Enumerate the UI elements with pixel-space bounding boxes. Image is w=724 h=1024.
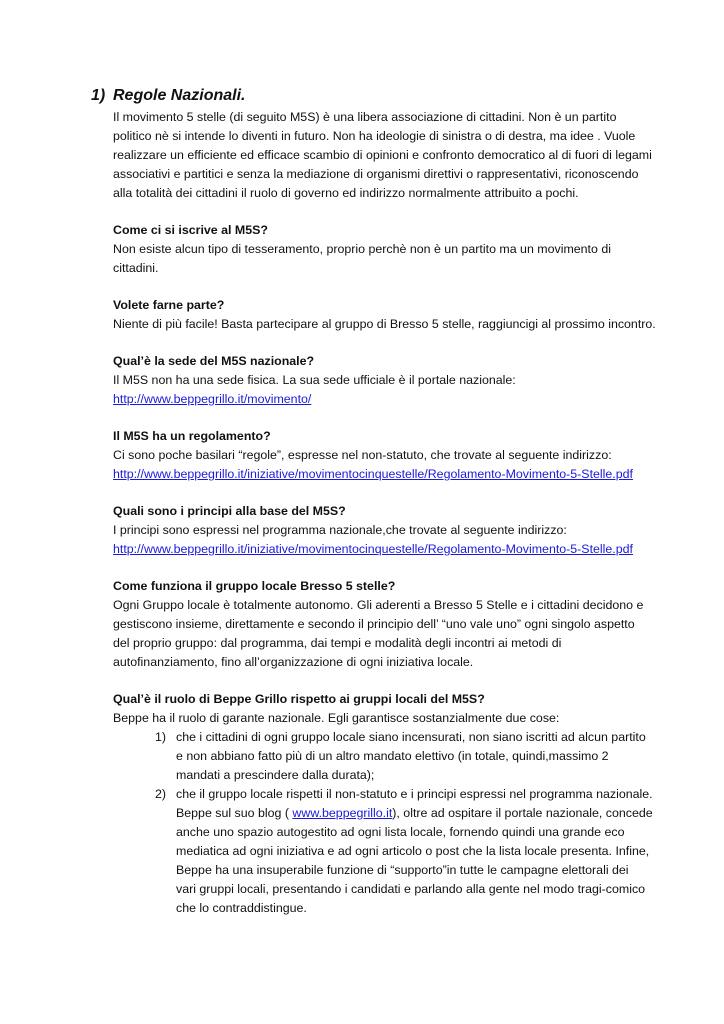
faq-partecipazione bbox=[113, 296, 673, 334]
faq-answer-line: Beppe ha il ruolo di garante nazionale. Egli garantisce sostanzialmente due cose: bbox=[113, 711, 560, 725]
faq-answer-line: autofinanziamento, fino all’organizzazione di ogni iniziativa locale. bbox=[113, 655, 474, 669]
faq-answer-line: Niente di più facile! Basta partecipare al gruppo di Bresso 5 stelle, raggiuncigi al prossimo incontro. bbox=[113, 317, 656, 331]
faq-answer-line: cittadini. bbox=[113, 261, 159, 275]
faq-answer-line: Ci sono poche basilari “regole”, espresse nel non-statuto, che trovate al seguente indirizzo: bbox=[113, 448, 612, 462]
faq-question: Il M5S ha un regolamento? bbox=[113, 429, 271, 443]
list-marker: 1) bbox=[155, 730, 167, 744]
list-item-line: vari gruppi locali, presentando i candidati e parlando alla gente nel modo tragi-comico bbox=[176, 882, 646, 896]
numbered-list-item bbox=[113, 785, 673, 918]
faq-answer-line: I principi sono espressi nel programma nazionale,che trovate al seguente indirizzo: bbox=[113, 523, 567, 537]
list-marker: 2) bbox=[155, 787, 167, 801]
list-item-line: che lo contraddistingue. bbox=[176, 901, 307, 915]
text-line: associativi e partitici e senza la mediazione di organismi direttivi o rappresentativi, riconoscendo bbox=[113, 167, 639, 181]
movimento-link[interactable]: http://www.beppegrillo.it/movimento/ bbox=[113, 392, 312, 406]
numbered-list-item bbox=[113, 728, 673, 785]
list-item-line: e non abbiano fatto più di un altro mandato elettivo (in totale, quindi,massimo 2 bbox=[176, 749, 609, 763]
faq-question: Come funziona il gruppo locale Bresso 5 stelle? bbox=[113, 579, 396, 593]
list-item-line: mediatica ad ogni iniziativa e ad ogni articolo o post che la lista locale presenta. Infine, bbox=[176, 844, 650, 858]
list-item-line: mandati a prescindere dalla durata); bbox=[176, 768, 375, 782]
document-body bbox=[113, 108, 673, 918]
faq-sede bbox=[113, 352, 673, 409]
faq-ruolo-grillo bbox=[113, 690, 673, 918]
faq-answer-line: del proprio gruppo: dal programma, dai tempi e modalità degli incontri ai metodi di bbox=[113, 636, 562, 650]
list-item-line: che i cittadini di ogni gruppo locale siano incensurati, non siano iscritti ad alcun partito bbox=[176, 730, 646, 744]
section-title: Regole Nazionali. bbox=[113, 87, 246, 104]
regolamento-link[interactable]: http://www.beppegrillo.it/iniziative/movimentocinquestelle/Regolamento-Movimento-5-Stelle.pdf bbox=[113, 467, 633, 481]
blog-link[interactable]: www.beppegrillo.it bbox=[292, 806, 393, 820]
faq-question: Volete farne parte? bbox=[113, 298, 225, 312]
list-item-line: Beppe ha una insuperabile funzione di “supporto”in tutte le campagne elettorali dei bbox=[176, 863, 629, 877]
faq-question: Come ci si iscrive al M5S? bbox=[113, 223, 268, 237]
text-line: alla totalità dei cittadini il ruolo di governo ed indirizzo normalmente attribuito a pochi. bbox=[113, 186, 579, 200]
section-heading bbox=[91, 86, 245, 106]
faq-answer-line: Il M5S non ha una sede fisica. La sua sede ufficiale è il portale nazionale: bbox=[113, 373, 516, 387]
intro-paragraph bbox=[113, 108, 673, 203]
faq-regolamento bbox=[113, 427, 673, 484]
section-number: 1) bbox=[91, 87, 106, 104]
list-item-line: che il gruppo locale rispetti il non-statuto e i principi espressi nel programma nazionale. bbox=[176, 787, 653, 801]
faq-question: Qual’è la sede del M5S nazionale? bbox=[113, 354, 315, 368]
list-item-line: Beppe sul suo blog ( www.beppegrillo.it), oltre ad ospitare il portale nazionale, concede bbox=[176, 806, 653, 820]
text-line: Il movimento 5 stelle (di seguito M5S) è una libera associazione di cittadini. Non è un partito bbox=[113, 110, 617, 124]
text-line: realizzare un efficiente ed efficace scambio di opinioni e confronto democratico al di fuori di legami bbox=[113, 148, 652, 162]
faq-principi bbox=[113, 502, 673, 559]
faq-answer-line: gestiscono insieme, direttamente e secondo il principio dell’ “uno vale uno” ogni singolo aspetto bbox=[113, 617, 635, 631]
faq-question: Qual’è il ruolo di Beppe Grillo rispetto ai gruppi locali del M5S? bbox=[113, 692, 485, 706]
list-item-line: anche uno spazio autogestito ad ogni lista locale, fornendo quindi una grande eco bbox=[176, 825, 625, 839]
faq-question: Quali sono i principi alla base del M5S? bbox=[113, 504, 346, 518]
faq-answer-line: Ogni Gruppo locale è totalmente autonomo. Gli aderenti a Bresso 5 Stelle e i cittadini decidono e bbox=[113, 598, 644, 612]
faq-iscrizione bbox=[113, 221, 673, 278]
faq-answer-line: Non esiste alcun tipo di tesseramento, proprio perchè non è un partito ma un movimento di bbox=[113, 242, 611, 256]
text-line: politico nè si intende lo diventi in futuro. Non ha ideologie di sinistra o di destra, ma idee . Vuole bbox=[113, 129, 636, 143]
principi-link[interactable]: http://www.beppegrillo.it/iniziative/movimentocinquestelle/Regolamento-Movimento-5-Stelle.pdf bbox=[113, 542, 633, 556]
faq-gruppo-locale bbox=[113, 577, 673, 672]
